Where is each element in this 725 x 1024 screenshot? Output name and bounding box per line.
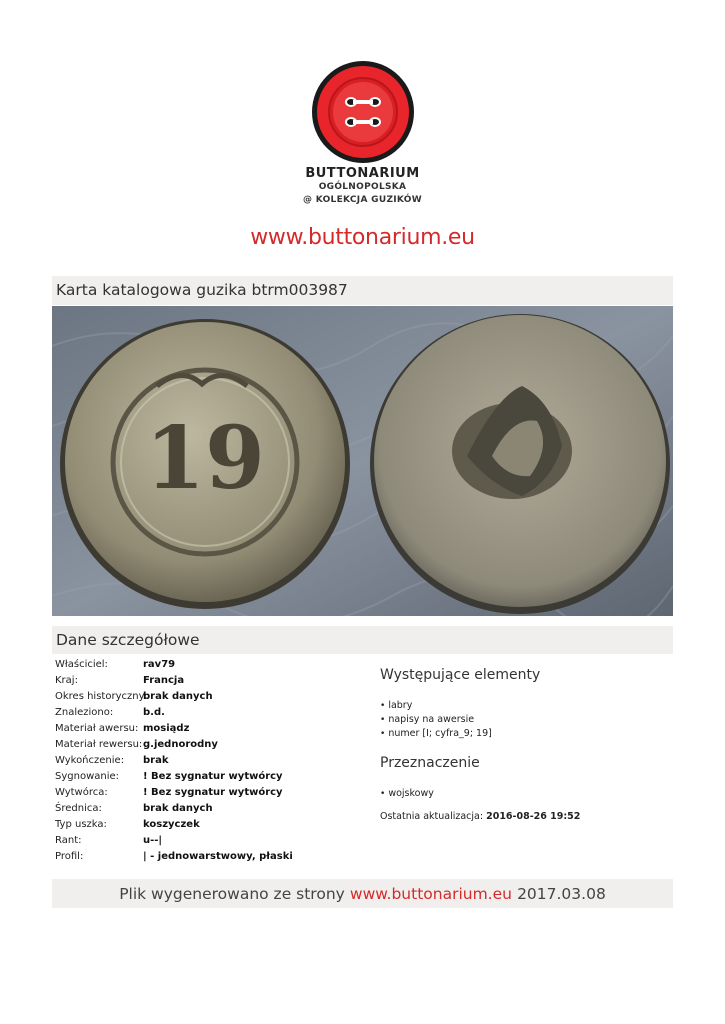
detail-label: Materiał awersu: — [55, 723, 139, 734]
detail-row — [55, 801, 375, 817]
list-item: • numer [I; cyfra_9; 19] — [380, 727, 670, 741]
detail-row — [55, 769, 375, 785]
detail-label: Okres historyczny: — [55, 691, 148, 702]
card-title: Karta katalogowa guzika btrm003987 — [56, 281, 348, 299]
red-button-icon — [311, 60, 415, 164]
site-url-title[interactable]: www.buttonarium.eu — [250, 225, 475, 250]
detail-label: Kraj: — [55, 675, 78, 686]
button-photo-image — [52, 306, 673, 616]
last-updated — [380, 811, 670, 822]
right-column — [380, 667, 670, 822]
detail-value: brak danych — [143, 803, 213, 814]
list-item: • labry — [380, 699, 670, 713]
detail-value: | - jednowarstwowy, płaski — [143, 851, 293, 862]
brand-subtitle-1: OGÓLNOPOLSKA — [318, 182, 407, 192]
detail-row — [55, 849, 375, 865]
detail-label: Średnica: — [55, 803, 102, 814]
detail-label: Profil: — [55, 851, 84, 862]
last-updated-value: 2016-08-26 19:52 — [486, 811, 581, 822]
detail-label: Typ uszka: — [55, 819, 107, 830]
detail-row — [55, 689, 375, 705]
footer-prefix: Plik wygenerowano ze strony — [119, 885, 345, 903]
detail-value: b.d. — [143, 707, 165, 718]
detail-value: Francja — [143, 675, 185, 686]
detail-value: mosiądz — [143, 723, 190, 734]
footer-date: 2017.03.08 — [517, 885, 606, 903]
purpose-list — [380, 787, 670, 801]
detail-row — [55, 737, 375, 753]
front-number-text: 19 — [145, 408, 265, 509]
buttonarium-logo — [0, 60, 725, 207]
detail-value: brak danych — [143, 691, 213, 702]
detail-label: Sygnowanie: — [55, 771, 120, 782]
list-item: • napisy na awersie — [380, 713, 670, 727]
detail-label: Właściciel: — [55, 659, 108, 670]
detail-row — [55, 673, 375, 689]
detail-value: koszyczek — [143, 819, 200, 830]
footer-band — [52, 879, 673, 908]
details-title-band — [52, 626, 673, 654]
detail-row — [55, 785, 375, 801]
detail-label: Wytwórca: — [55, 787, 108, 798]
detail-value: g.jednorodny — [143, 739, 218, 750]
detail-row — [55, 833, 375, 849]
brand-subtitle-2: @ KOLEKCJA GUZIKÓW — [303, 195, 422, 205]
card-title-band — [52, 276, 673, 305]
elements-title: Występujące elementy — [380, 667, 541, 683]
details-table — [55, 657, 375, 865]
detail-label: Wykończenie: — [55, 755, 125, 766]
elements-list — [380, 699, 670, 741]
detail-row — [55, 817, 375, 833]
details-title: Dane szczegółowe — [56, 631, 200, 649]
brand-name: BUTTONARIUM — [305, 166, 420, 181]
detail-row — [55, 657, 375, 673]
footer-url-link[interactable]: www.buttonarium.eu — [349, 885, 512, 903]
detail-row — [55, 753, 375, 769]
button-photo — [52, 306, 673, 616]
detail-value: brak — [143, 755, 169, 766]
last-updated-label: Ostatnia aktualizacja: — [380, 811, 484, 822]
detail-row — [55, 721, 375, 737]
detail-value: ! Bez sygnatur wytwórcy — [143, 787, 283, 798]
detail-value: ! Bez sygnatur wytwórcy — [143, 771, 283, 782]
detail-value: u--| — [143, 835, 163, 846]
detail-label: Rant: — [55, 835, 82, 846]
detail-label: Materiał rewersu: — [55, 739, 143, 750]
detail-row — [55, 705, 375, 721]
detail-label: Znaleziono: — [55, 707, 114, 718]
purpose-title: Przeznaczenie — [380, 755, 480, 771]
detail-value: rav79 — [143, 659, 176, 670]
list-item: • wojskowy — [380, 787, 670, 801]
